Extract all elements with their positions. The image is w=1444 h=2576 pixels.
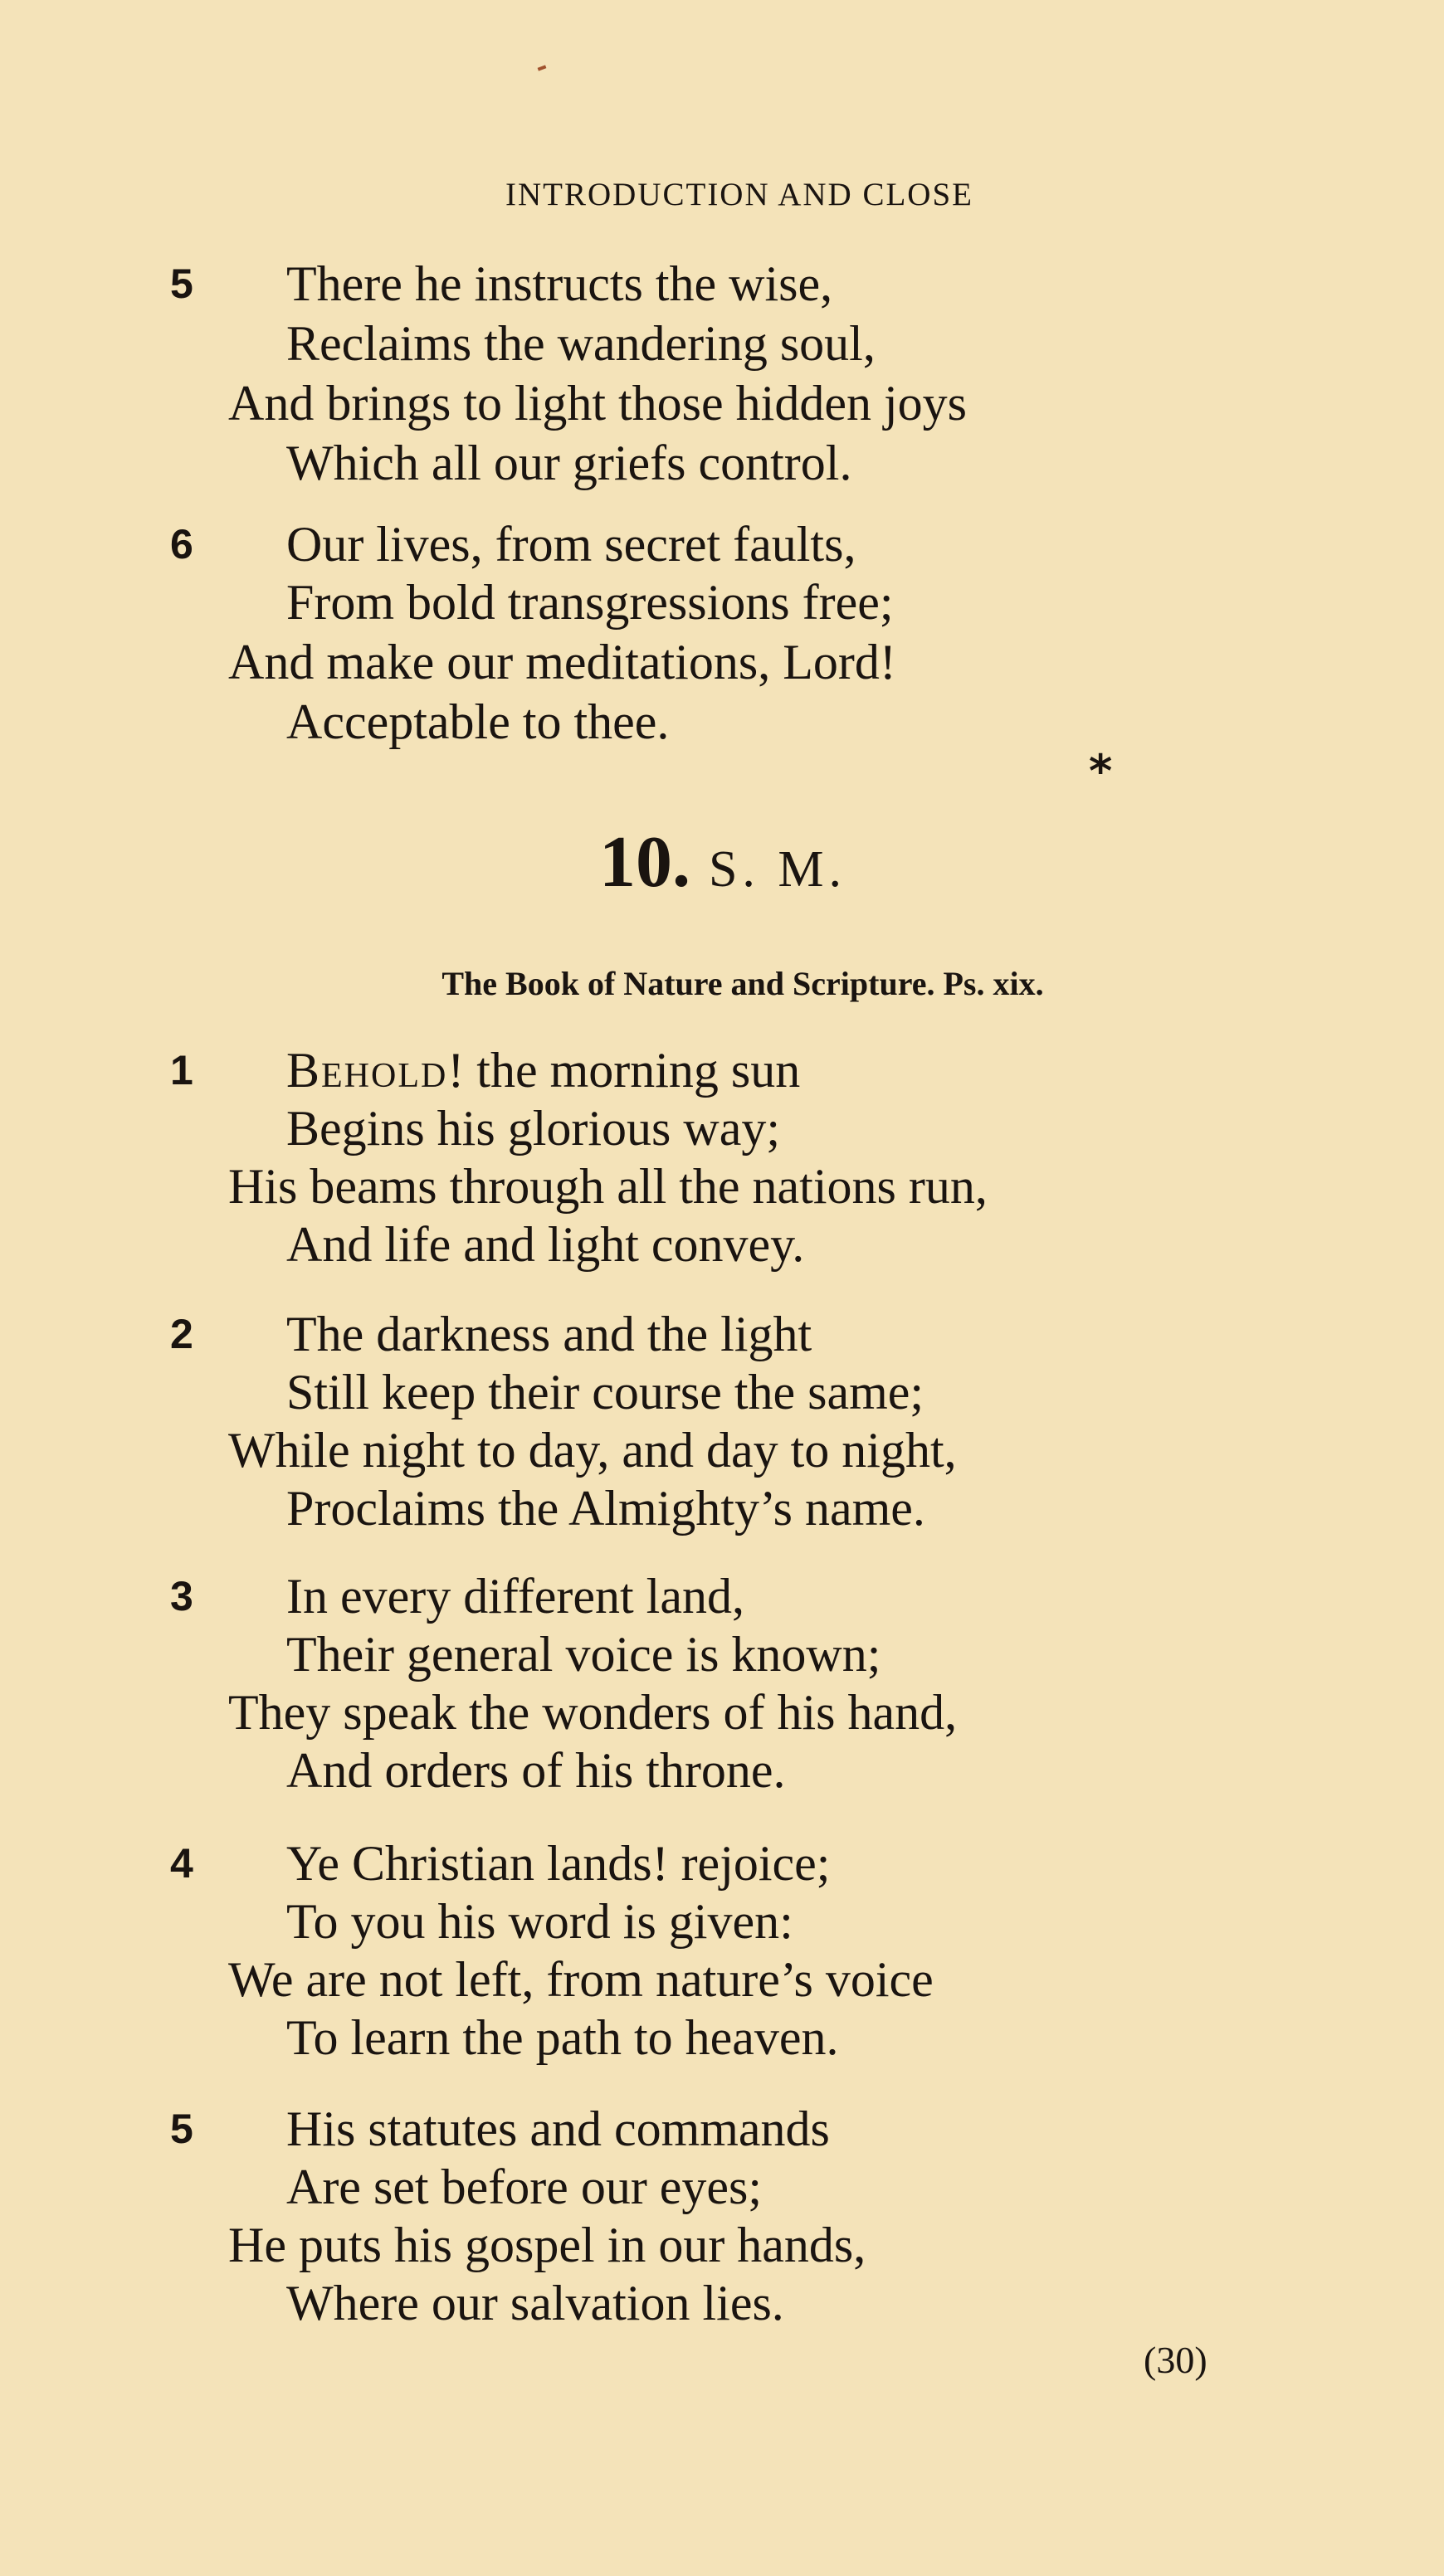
verse-line: And orders of his throne. (286, 1743, 786, 1798)
verse-line: To you his word is given: (286, 1894, 793, 1949)
hymn-subtitle: The Book of Nature and Scripture. Ps. xix. (441, 965, 1044, 1002)
verse-line: The darkness and the light (286, 1307, 812, 1361)
verse-line: Are set before our eyes; (286, 2160, 763, 2214)
verse-line: Ye Christian lands! rejoice; (286, 1836, 831, 1891)
page-number: (30) (1144, 2339, 1207, 2381)
verse-line: Acceptable to thee. (286, 694, 670, 749)
hymn-heading (0, 821, 1444, 911)
running-head: INTRODUCTION AND CLOSE (505, 177, 973, 212)
verse-line: To learn the path to heaven. (286, 2010, 839, 2065)
hymn-meter: S. M. (708, 841, 847, 898)
first-word: Behold (286, 1043, 448, 1098)
stanza-number: 1 (170, 1047, 193, 1093)
verse-line: His beams through all the nations run, (228, 1159, 988, 1214)
verse-line: His statutes and commands (286, 2101, 830, 2156)
verse-line: Still keep their course the same; (286, 1365, 924, 1419)
verse-line: Our lives, from secret faults, (286, 517, 856, 572)
verse-line: And make our meditations, Lord! (228, 635, 896, 689)
verse-line: Their general voice is known; (286, 1627, 881, 1682)
stanza-number: 2 (170, 1311, 193, 1357)
verse-line (286, 1040, 800, 1100)
stanza-number: 5 (170, 2106, 193, 2152)
stanza-number: 6 (170, 521, 193, 567)
verse-line: There he instructs the wise, (286, 256, 833, 311)
verse-line-rest: ! the morning sun (447, 1043, 801, 1098)
verse-line: Where our salvation lies. (286, 2276, 784, 2330)
verse-line: While night to day, and day to night, (228, 1423, 957, 1478)
verse-line: In every different land, (286, 1569, 744, 1624)
verse-line: Reclaims the wandering soul, (286, 316, 876, 371)
verse-line: And brings to light those hidden joys (228, 376, 967, 431)
hymn-number: 10. (598, 822, 690, 903)
stanza-number: 4 (170, 1840, 193, 1887)
verse-line: Begins his glorious way; (286, 1101, 780, 1156)
verse-line: From bold transgressions free; (286, 575, 894, 630)
ink-mark (538, 65, 547, 71)
stanza-number: 3 (170, 1573, 193, 1619)
verse-line: And life and light convey. (286, 1217, 805, 1272)
verse-line: Proclaims the Almighty’s name. (286, 1481, 925, 1536)
verse-line: Which all our griefs control. (286, 436, 852, 490)
verse-line: He puts his gospel in our hands, (228, 2218, 866, 2272)
verse-line: They speak the wonders of his hand, (228, 1685, 958, 1740)
verse-line: We are not left, from nature’s voice (228, 1952, 934, 2007)
end-mark: * (1089, 745, 1113, 797)
stanza-number: 5 (170, 261, 193, 307)
